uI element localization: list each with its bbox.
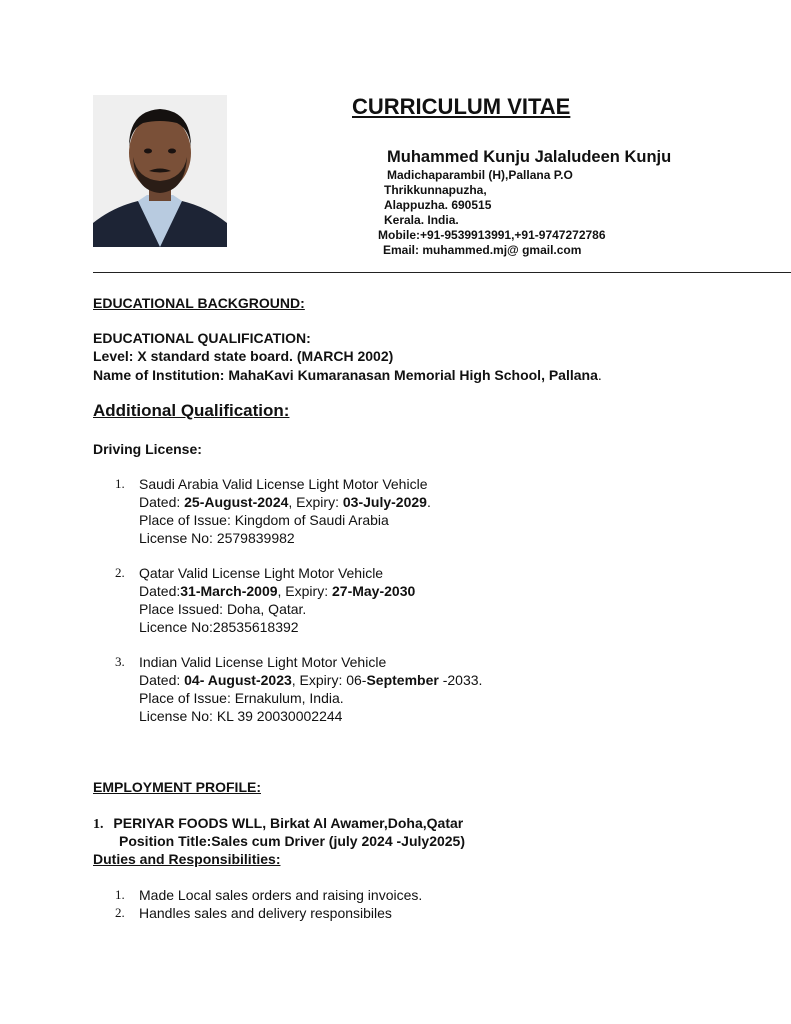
license-number: License No: KL 39 20030002244 <box>139 708 343 724</box>
address-line-2: Thrikkunnapuzha, <box>384 183 487 197</box>
list-item <box>93 904 713 922</box>
driving-license-title: Driving License: <box>93 441 202 457</box>
license-item <box>93 653 713 725</box>
education-section-title: EDUCATIONAL BACKGROUND: <box>93 295 305 311</box>
license-type: Qatar Valid License Light Motor Vehicle <box>139 565 384 581</box>
license-place: Place of Issue: Ernakulum, India. <box>139 690 344 706</box>
cv-title: CURRICULUM VITAE <box>352 94 571 119</box>
job-position: Position Title:Sales cum Driver (july 2024 -July2025) <box>119 833 465 849</box>
education-institution: Name of Institution: MahaKavi Kumaranasan Memorial High School, Pallana. <box>93 367 602 383</box>
person-photo-icon <box>93 95 227 247</box>
qualification-title: EDUCATIONAL QUALIFICATION: <box>93 330 311 346</box>
list-number: 2. <box>115 565 125 580</box>
email-address: Email: muhammed.mj@ gmail.com <box>383 243 582 257</box>
duty-text: Handles sales and delivery responsibiles <box>139 905 392 921</box>
employment-section-title: EMPLOYMENT PROFILE: <box>93 779 261 795</box>
license-place: Place of Issue: Kingdom of Saudi Arabia <box>139 512 389 528</box>
duties-title: Duties and Responsibilities: <box>93 851 281 867</box>
license-type: Saudi Arabia Valid License Light Motor Vehicle <box>139 476 428 492</box>
license-type: Indian Valid License Light Motor Vehicle <box>139 654 387 670</box>
license-dates: Dated:31-March-2009, Expiry: 27-May-2030 <box>139 583 416 599</box>
list-number: 1. <box>115 476 125 491</box>
education-level: Level: X standard state board. (MARCH 2002) <box>93 348 394 364</box>
license-item <box>93 564 713 636</box>
header-divider <box>93 272 791 273</box>
mobile-numbers: Mobile:+91-9539913991,+91-9747272786 <box>378 228 606 242</box>
list-number: 2. <box>115 905 125 920</box>
list-item <box>93 886 713 904</box>
license-dates: Dated: 25-August-2024, Expiry: 03-July-2029. <box>139 494 431 510</box>
duty-text: Made Local sales orders and raising invoices. <box>139 887 423 903</box>
license-item <box>93 475 713 547</box>
license-dates: Dated: 04- August-2023, Expiry: 06-September -2033. <box>139 672 483 688</box>
job-company: 1. PERIYAR FOODS WLL, Birkat Al Awamer,Doha,Qatar <box>93 815 464 832</box>
address-line-3: Alappuzha. 690515 <box>384 198 492 212</box>
list-number: 1. <box>115 887 125 902</box>
address-line-4: Kerala. India. <box>384 213 459 227</box>
address-line-1: Madichaparambil (H),Pallana P.O <box>387 168 573 182</box>
license-number: License No: 2579839982 <box>139 530 295 546</box>
list-number: 3. <box>115 654 125 669</box>
license-place: Place Issued: Doha, Qatar. <box>139 601 307 617</box>
profile-photo <box>93 95 227 247</box>
license-number: Licence No:28535618392 <box>139 619 299 635</box>
additional-qualification-title: Additional Qualification: <box>93 401 290 420</box>
candidate-name: Muhammed Kunju Jalaludeen Kunju <box>387 148 672 166</box>
